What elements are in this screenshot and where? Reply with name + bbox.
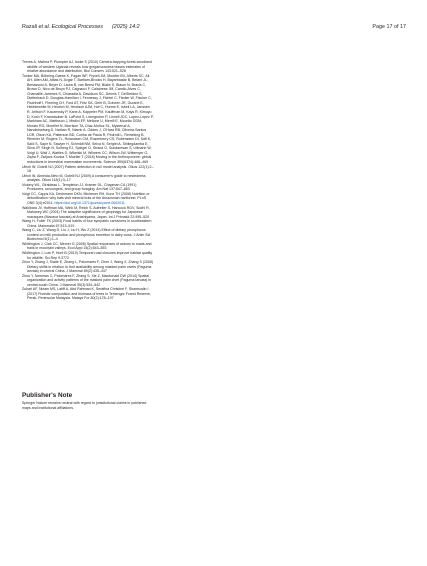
header-authors: Razali — [22, 24, 37, 30]
reference-item: Zhou Y, Newman C, Palomares F, Zhang S, Xie Z, Macdonald DW (2014) Spatial organization and activity patterns of the masked palm civet (Paguma larvata) in central-south China. J Mammal 95(3):534–542 — [22, 273, 152, 287]
reference-item: Ulrich W, Gotelli NJ (2007) Pattern detection in null model analysis. Oikos 122(1):2–18 — [22, 164, 154, 174]
header-journal-title: et al. Ecological Processes — [38, 24, 103, 30]
doi-link[interactable]: https://doi.org/10.1371/journal.pone.0002011 — [54, 200, 125, 205]
header-citation: (2025) 14:2 — [112, 24, 140, 30]
reference-item: Zuhari AF, Nizam MS, Latiff A, Abd Rahman K, Serafina Christine F, Shamsudin I (2017) Floristic composition and biomass of trees in Temengor Forest Reserve, Perak, Peninsular Malaysia. Malays For 80(2):178–197 — [22, 287, 151, 301]
reference-item: Vickery WL, Giraldeau L, Templeton JJ, Kramer DL, Chapman CA (1991) Producers, scroungers, and group foraging. Am Nat 137:847–863 — [22, 182, 137, 192]
reference-item: Wang C, Liu Z, Wang D, Liu J, Liu H, Wu Z (2014) Effect of dietary phosphorus content on milk production and phosphorus excretion in dairy cows. J Anim Sci Biotechnol 5(1):1–4 — [22, 228, 151, 242]
reference-item-with-doi-link[interactable]: Voigt CC, Capps KA, Dechmann DKN, Michener RH, Kunz TH (2008) Nutrition or detoxification: why bats visit mineral licks of the Amazonian rainforest. PLoS ONE 3(4):e2011. https://doi.org/10.1371/journal.pone.0002011 — [22, 191, 150, 205]
reference-item: Tucker MA, Böhning-Gaese K, Fagan WF, Fryxell JM, Moorter BV, Alberts SC, Ali AH, Allen AM, Attias N, Avgar T, Bartlam-Brooks H, Bayarbaatar B, Belant JL, Bertassoni A, Beyer D, Laura B, van Beest FM, Blake S, Blaum N, Bracis C, Brown D, Nico de Bruyn PJ, Cagnacci F, Calabrese JM, Camilo-Alves C, Chamaillé-Jammes S, Chiaradia A, Davidson SC, Dennis T, DeStefano S, Diefenbach D, Douglas-Hamilton I, Fennessy J, Fichtel C, Fiedler W, Fischer C, Fischhoff I, Fleming CH, Ford AT, Fritz SA, Gehr B, Goheen JR, Gurarie E, Hebblewhite M, Heurich M, Hewison AJM, Hof C, Hurme E, Isbell LA, Janssen R, Jeltsch F, Kaczensky P, Kane A, Kappeler PM, Kauffman M, Kays R, Kimuyu D, Koch F, Kranstauber B, LaPoint S, Leimgruber P, Linnell JDC, López-López P, Markham AC, Mattisson J, Medici EP, Mellone U, Merrill E, Mourão GDM, Morato RG, Morellet N, Morrison TA, Díaz-Muñoz SL, Mysterud A, Nandintsetseg D, Nathan R, Niamir A, Odden J, O'Hara RB, Oliveira-Santos LGR, Olson KA, Patterson BD, Cunha de Paula R, Pedrotti L, Reineking B, Rimmler M, Rogers TL, Rolandsen CM, Rosenberry CS, Rubenstein DI, Safi K, Saïd S, Sapir N, Sawyer H, Schmidt NM, Selva N, Sergiel A, Shiilegdamba E, Silva JP, Singh N, Solberg EJ, Spiegel O, Strand O, Sundaresan S, Ullmann W, Voigt U, Wall J, Wattles D, Wikelski M, Wilmers CC, Wilson JW, Wittemyer G, Zięba F, Zwijacz-Kozica T, Mueller T (2018) Moving in the Anthropocene: global reductions in terrestrial mammalian movements. Science 359(6374):466–469 — [22, 73, 154, 165]
reference-list — [22, 60, 154, 301]
publishers-note-text: Springer Nature remains neutral with regard to jurisdictional claims in published maps and institutional affiliations. — [22, 401, 147, 410]
header-journal — [22, 24, 103, 31]
header-page-number: Page 17 of 17 — [372, 24, 406, 30]
publishers-note-heading: Publisher's Note — [22, 392, 73, 399]
reference-item: Wang H, Fuller TK (2003) Food habits of four sympatric carnivores in southeastern China. Mammalia 67:513–519 — [22, 219, 152, 228]
running-header — [22, 24, 406, 34]
reference-item: Whittington J, Low P, Hunt B (2019) Temporal road closures improve habitat quality for wildlife. Sci Rep 9:3772 — [22, 250, 153, 260]
reference-item: Whittington J, Clair CC, Mercer G (2005) Spatial responses of wolves to roads and trails in mountain valleys. Ecol Appl 15(2):543–553 — [22, 241, 152, 251]
reference-item: Wakibara JV, Huffman MA, Wink M, Reich S, Aufreiter S, Hancock RGV, Sodhi R, Mahaney WC (2001) The adaptive significance of geophagy for Japanese macaques (Macaca fuscata) at Arashiyama, Japan. Int J Primatol 22:495–520 — [22, 205, 150, 219]
reference-item: Treves A, Mwima P, Plumptre AJ, Isoke S (2010) Camera-trapping forest-woodland wildlife of western Uganda reveals how gregariousness biases estimates of relative abundance and distribution. Biol Conserv 143:521–528 — [22, 60, 152, 74]
reference-item: Zhou Y, Zhang J, Slade E, Zhang L, Palomares F, Chen J, Wang X, Zhang S (2008) Dietary shifts in relation to fruit availability among masked palm civets (Paguma larvata) in central China. J Mammal 89(2):435–447 — [22, 260, 154, 274]
reference-item: Ulrich W, Almeida-Neto M, Gotelli NJ (2009) A consumer's guide to nestedness analysis. Oikos 118(1):3–17 — [22, 173, 146, 183]
